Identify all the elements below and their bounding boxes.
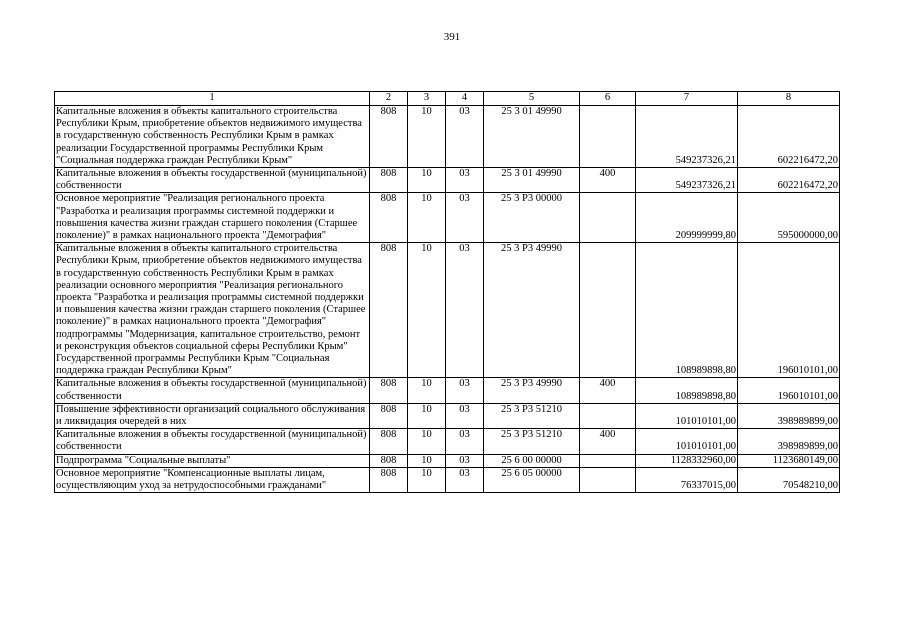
target-article-cell: 25 6 00 00000 (484, 454, 580, 467)
section-code-cell: 10 (408, 106, 446, 168)
amount-year2-cell: 595000000,00 (738, 193, 840, 243)
column-header: 8 (738, 92, 840, 106)
table-row (55, 403, 840, 428)
gl-admin-code-cell: 808 (370, 454, 408, 467)
column-header: 4 (446, 92, 484, 106)
amount-year1-cell: 101010101,00 (636, 429, 738, 454)
row-name-cell: Основное мероприятие "Реализация регионального проекта "Разработка и реализация программы системной поддержки и повышения качества жизни граждан старшего поколения (Старшее поколение)" в рамках национального проекта "Демография" (55, 193, 370, 243)
target-article-cell: 25 6 05 00000 (484, 467, 580, 492)
table-row (55, 454, 840, 467)
table-row (55, 243, 840, 378)
expense-type-cell: 400 (580, 378, 636, 403)
row-name-cell: Повышение эффективности организаций социального обслуживания и ликвидация очередей в них (55, 403, 370, 428)
column-header: 6 (580, 92, 636, 106)
amount-year2-cell: 602216472,20 (738, 168, 840, 193)
row-name-cell: Капитальные вложения в объекты государственной (муниципальной) собственности (55, 378, 370, 403)
target-article-cell: 25 3 P3 00000 (484, 193, 580, 243)
section-code-cell: 10 (408, 467, 446, 492)
amount-year2-cell: 196010101,00 (738, 378, 840, 403)
section-code-cell: 10 (408, 378, 446, 403)
target-article-cell: 25 3 P3 49990 (484, 243, 580, 378)
section-code-cell: 10 (408, 193, 446, 243)
subsection-code-cell: 03 (446, 106, 484, 168)
gl-admin-code-cell: 808 (370, 378, 408, 403)
expense-type-cell (580, 106, 636, 168)
expense-type-cell (580, 403, 636, 428)
subsection-code-cell: 03 (446, 403, 484, 428)
subsection-code-cell: 03 (446, 243, 484, 378)
table-row (55, 467, 840, 492)
table-header-row (55, 92, 840, 106)
amount-year1-cell: 108989898,80 (636, 243, 738, 378)
target-article-cell: 25 3 01 49990 (484, 168, 580, 193)
expense-type-cell (580, 467, 636, 492)
amount-year2-cell: 70548210,00 (738, 467, 840, 492)
row-name-cell: Капитальные вложения в объекты капитального строительства Республики Крым, приобретение объектов недвижимого имущества в государственную собственность Республики Крым в рамках реализации Государственной программы Республики Крым "Социальная поддержка граждан Республики Крым" (55, 106, 370, 168)
gl-admin-code-cell: 808 (370, 243, 408, 378)
gl-admin-code-cell: 808 (370, 106, 408, 168)
amount-year2-cell: 398989899,00 (738, 429, 840, 454)
gl-admin-code-cell: 808 (370, 467, 408, 492)
expense-type-cell (580, 454, 636, 467)
target-article-cell: 25 3 P3 51210 (484, 403, 580, 428)
row-name-cell: Капитальные вложения в объекты государственной (муниципальной) собственности (55, 168, 370, 193)
subsection-code-cell: 03 (446, 429, 484, 454)
amount-year1-cell: 549237326,21 (636, 106, 738, 168)
amount-year2-cell: 398989899,00 (738, 403, 840, 428)
amount-year1-cell: 1128332960,00 (636, 454, 738, 467)
subsection-code-cell: 03 (446, 378, 484, 403)
table-row (55, 193, 840, 243)
table-row (55, 106, 840, 168)
row-name-cell: Основное мероприятие "Компенсационные выплаты лицам, осуществляющим уход за нетрудоспособными гражданами" (55, 467, 370, 492)
amount-year1-cell: 209999999,80 (636, 193, 738, 243)
column-header: 7 (636, 92, 738, 106)
column-header: 2 (370, 92, 408, 106)
column-header: 3 (408, 92, 446, 106)
section-code-cell: 10 (408, 429, 446, 454)
gl-admin-code-cell: 808 (370, 429, 408, 454)
column-header: 1 (55, 92, 370, 106)
expense-type-cell: 400 (580, 429, 636, 454)
subsection-code-cell: 03 (446, 467, 484, 492)
subsection-code-cell: 03 (446, 168, 484, 193)
amount-year1-cell: 108989898,80 (636, 378, 738, 403)
expense-type-cell (580, 243, 636, 378)
target-article-cell: 25 3 P3 51210 (484, 429, 580, 454)
table-row (55, 429, 840, 454)
gl-admin-code-cell: 808 (370, 193, 408, 243)
expense-type-cell: 400 (580, 168, 636, 193)
section-code-cell: 10 (408, 454, 446, 467)
page-number: 391 (443, 31, 461, 43)
amount-year1-cell: 101010101,00 (636, 403, 738, 428)
gl-admin-code-cell: 808 (370, 168, 408, 193)
subsection-code-cell: 03 (446, 193, 484, 243)
column-header: 5 (484, 92, 580, 106)
section-code-cell: 10 (408, 403, 446, 428)
section-code-cell: 10 (408, 168, 446, 193)
target-article-cell: 25 3 P3 49990 (484, 378, 580, 403)
row-name-cell: Подпрограмма "Социальные выплаты" (55, 454, 370, 467)
gl-admin-code-cell: 808 (370, 403, 408, 428)
subsection-code-cell: 03 (446, 454, 484, 467)
table-row (55, 378, 840, 403)
section-code-cell: 10 (408, 243, 446, 378)
row-name-cell: Капитальные вложения в объекты государственной (муниципальной) собственности (55, 429, 370, 454)
amount-year1-cell: 549237326,21 (636, 168, 738, 193)
amount-year2-cell: 602216472,20 (738, 106, 840, 168)
budget-table (54, 91, 840, 493)
amount-year2-cell: 196010101,00 (738, 243, 840, 378)
expense-type-cell (580, 193, 636, 243)
target-article-cell: 25 3 01 49990 (484, 106, 580, 168)
row-name-cell: Капитальные вложения в объекты капитального строительства Республики Крым, приобретение объектов недвижимого имущества в государственную собственность Республики Крым в рамках реализации основного мероприятия "Реализация регионального проекта "Разработка и реализация программы системной поддержки и повышения качества жизни граждан старшего поколения (Старшее поколение)" в рамках национального проекта "Демография" подпрограммы "Модернизация, капитальное строительство, ремонт и реконструкция объектов социальной сферы Республики Крым" Государственной программы Республики Крым "Социальная поддержка граждан Республики Крым" (55, 243, 370, 378)
amount-year2-cell: 1123680149,00 (738, 454, 840, 467)
amount-year1-cell: 76337015,00 (636, 467, 738, 492)
table-row (55, 168, 840, 193)
